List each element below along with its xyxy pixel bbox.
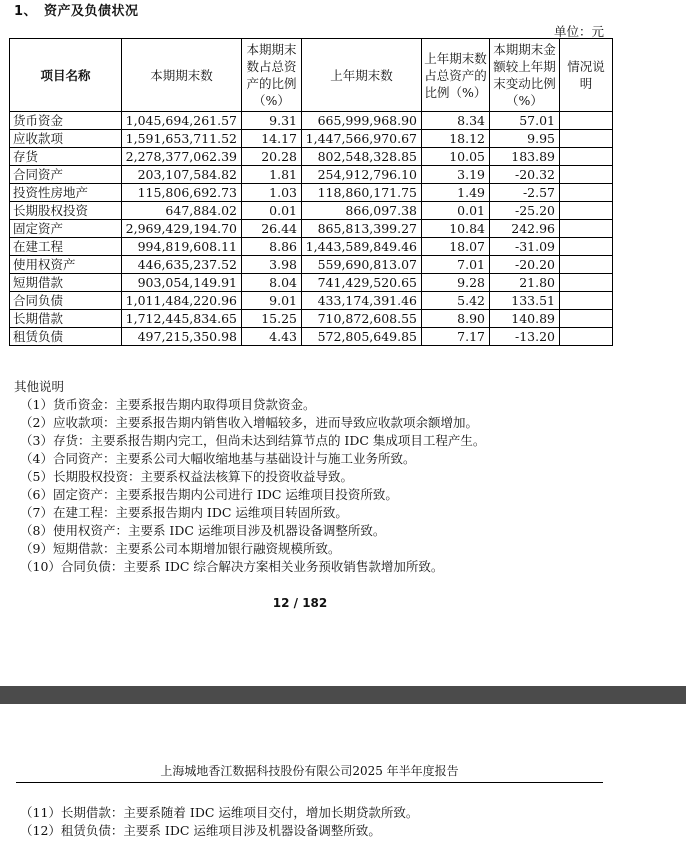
cell-prior-ratio: 18.12 [422, 130, 490, 148]
cell-current-ratio: 15.25 [242, 310, 302, 328]
notes-continued [20, 804, 418, 840]
cell-item-name: 固定资产 [10, 220, 122, 238]
cell-current-amount: 115,806,692.73 [122, 184, 242, 202]
cell-current-amount: 1,591,653,711.52 [122, 130, 242, 148]
table-row [10, 328, 613, 346]
note-item: （2）应收款项：主要系报告期内销售收入增幅较多，进而导致应收款项余额增加。 [20, 415, 478, 430]
note-item: （6）固定资产：主要系报告期内公司进行 IDC 运维项目投资所致。 [20, 487, 398, 502]
cell-prior-amount: 665,999,968.90 [302, 112, 422, 130]
cell-item-name: 合同资产 [10, 166, 122, 184]
cell-note [560, 274, 613, 292]
cell-item-name: 长期借款 [10, 310, 122, 328]
cell-item-name: 短期借款 [10, 274, 122, 292]
note-item: （12）租赁负债：主要系 IDC 运维项目涉及机器设备调整所致。 [20, 823, 381, 838]
cell-prior-ratio: 9.28 [422, 274, 490, 292]
cell-note [560, 220, 613, 238]
cell-change-ratio: -25.20 [490, 202, 560, 220]
cell-current-ratio: 0.01 [242, 202, 302, 220]
cell-prior-amount: 572,805,649.85 [302, 328, 422, 346]
note-item: （3）存货：主要系报告期内完工，但尚未达到结算节点的 IDC 集成项目工程产生。 [20, 433, 486, 448]
cell-prior-amount: 802,548,328.85 [302, 148, 422, 166]
cell-current-amount: 994,819,608.11 [122, 238, 242, 256]
cell-note [560, 256, 613, 274]
cell-current-amount: 1,712,445,834.65 [122, 310, 242, 328]
cell-note [560, 112, 613, 130]
table-row [10, 184, 613, 202]
table-row [10, 202, 613, 220]
other-notes [14, 378, 485, 576]
cell-prior-amount: 1,447,566,970.67 [302, 130, 422, 148]
note-item: （4）合同资产：主要系公司大幅收缩地基与基础设计与施工业务所致。 [20, 451, 416, 466]
cell-current-ratio: 20.28 [242, 148, 302, 166]
cell-current-amount: 2,969,429,194.70 [122, 220, 242, 238]
report-page-13 [0, 704, 686, 846]
cell-item-name: 合同负债 [10, 292, 122, 310]
cell-item-name: 货币资金 [10, 112, 122, 130]
cell-change-ratio: 183.89 [490, 148, 560, 166]
cell-prior-ratio: 10.84 [422, 220, 490, 238]
cell-current-amount: 497,215,350.98 [122, 328, 242, 346]
note-item: （7）在建工程：主要系报告期内 IDC 运维项目转固所致。 [20, 505, 348, 520]
cell-current-amount: 647,884.02 [122, 202, 242, 220]
table-body [10, 112, 613, 346]
cell-current-amount: 903,054,149.91 [122, 274, 242, 292]
header-current-ratio: 本期期末数占总资产的比例（%） [242, 39, 302, 112]
cell-current-ratio: 4.43 [242, 328, 302, 346]
cell-current-amount: 2,278,377,062.39 [122, 148, 242, 166]
cell-current-amount: 1,011,484,220.96 [122, 292, 242, 310]
cell-prior-ratio: 3.19 [422, 166, 490, 184]
cell-prior-amount: 866,097.38 [302, 202, 422, 220]
cell-note [560, 130, 613, 148]
cell-note [560, 184, 613, 202]
cell-current-ratio: 9.01 [242, 292, 302, 310]
cell-prior-ratio: 8.90 [422, 310, 490, 328]
cell-change-ratio: 133.51 [490, 292, 560, 310]
cell-prior-ratio: 0.01 [422, 202, 490, 220]
table-header-row [10, 39, 613, 112]
table-row [10, 166, 613, 184]
asset-liability-table [9, 38, 613, 346]
note-item: （9）短期借款：主要系公司本期增加银行融资规模所致。 [20, 541, 341, 556]
table-row [10, 148, 613, 166]
header-prior-amount: 上年期末数 [302, 39, 422, 112]
cell-change-ratio: 242.96 [490, 220, 560, 238]
cell-item-name: 租赁负债 [10, 328, 122, 346]
cell-prior-ratio: 7.01 [422, 256, 490, 274]
report-running-header: 上海城地香江数据科技股份有限公司2025 年半年度报告 [16, 762, 603, 783]
cell-note [560, 328, 613, 346]
header-current-amount: 本期期末数 [122, 39, 242, 112]
cell-prior-amount: 741,429,520.65 [302, 274, 422, 292]
cell-current-amount: 203,107,584.82 [122, 166, 242, 184]
cell-change-ratio: -2.57 [490, 184, 560, 202]
cell-current-ratio: 8.86 [242, 238, 302, 256]
cell-prior-ratio: 7.17 [422, 328, 490, 346]
notes-title: 其他说明 [14, 379, 65, 394]
cell-current-ratio: 1.81 [242, 166, 302, 184]
table-row [10, 130, 613, 148]
cell-current-ratio: 26.44 [242, 220, 302, 238]
cell-change-ratio: -20.20 [490, 256, 560, 274]
cell-item-name: 存货 [10, 148, 122, 166]
cell-change-ratio: 21.80 [490, 274, 560, 292]
cell-prior-ratio: 8.34 [422, 112, 490, 130]
cell-prior-amount: 559,690,813.07 [302, 256, 422, 274]
cell-item-name: 使用权资产 [10, 256, 122, 274]
header-note: 情况说明 [560, 39, 613, 112]
unit-label: 单位：元 [553, 24, 604, 39]
header-change-ratio: 本期期末金额较上年期末变动比例（%） [490, 39, 560, 112]
cell-item-name: 在建工程 [10, 238, 122, 256]
note-item: （10）合同负债：主要系 IDC 综合解决方案相关业务预收销售款增加所致。 [20, 559, 444, 574]
cell-prior-ratio: 18.07 [422, 238, 490, 256]
cell-note [560, 292, 613, 310]
cell-prior-ratio: 1.49 [422, 184, 490, 202]
cell-change-ratio: 57.01 [490, 112, 560, 130]
note-item: （1）货币资金：主要系报告期内取得项目贷款资金。 [20, 397, 316, 412]
cell-current-ratio: 1.03 [242, 184, 302, 202]
cell-item-name: 长期股权投资 [10, 202, 122, 220]
cell-note [560, 148, 613, 166]
note-item: （5）长期股权投资：主要系权益法核算下的投资收益导致。 [20, 469, 353, 484]
cell-note [560, 202, 613, 220]
cell-item-name: 投资性房地产 [10, 184, 122, 202]
cell-change-ratio: -31.09 [490, 238, 560, 256]
cell-note [560, 238, 613, 256]
cell-prior-amount: 254,912,796.10 [302, 166, 422, 184]
header-item-name: 项目名称 [10, 39, 122, 112]
section-title: 1、 资产及负债状况 [14, 4, 139, 19]
cell-change-ratio: 9.95 [490, 130, 560, 148]
table-row [10, 292, 613, 310]
cell-current-ratio: 8.04 [242, 274, 302, 292]
page-separator [0, 686, 686, 704]
header-prior-ratio: 上年期末数占总资产的比例（%） [422, 39, 490, 112]
notes-list [14, 396, 485, 576]
cell-prior-amount: 1,443,589,849.46 [302, 238, 422, 256]
cell-current-ratio: 3.98 [242, 256, 302, 274]
cell-prior-amount: 865,813,399.27 [302, 220, 422, 238]
table-row [10, 220, 613, 238]
cell-current-ratio: 9.31 [242, 112, 302, 130]
cell-item-name: 应收款项 [10, 130, 122, 148]
cell-prior-amount: 118,860,171.75 [302, 184, 422, 202]
cell-current-ratio: 14.17 [242, 130, 302, 148]
table-row [10, 238, 613, 256]
cell-change-ratio: -13.20 [490, 328, 560, 346]
cell-prior-amount: 433,174,391.46 [302, 292, 422, 310]
cell-current-amount: 1,045,694,261.57 [122, 112, 242, 130]
table-row [10, 112, 613, 130]
cell-change-ratio: -20.32 [490, 166, 560, 184]
cell-note [560, 310, 613, 328]
table-row [10, 274, 613, 292]
table-row [10, 310, 613, 328]
cell-prior-ratio: 10.05 [422, 148, 490, 166]
table-row [10, 256, 613, 274]
note-item: （8）使用权资产：主要系 IDC 运维项目涉及机器设备调整所致。 [20, 523, 386, 538]
cell-change-ratio: 140.89 [490, 310, 560, 328]
cell-note [560, 166, 613, 184]
page-number: 12 / 182 [272, 596, 328, 610]
note-item: （11）长期借款：主要系随着 IDC 运维项目交付，增加长期贷款所致。 [20, 805, 419, 820]
cell-prior-ratio: 5.42 [422, 292, 490, 310]
cell-current-amount: 446,635,237.52 [122, 256, 242, 274]
cell-prior-amount: 710,872,608.55 [302, 310, 422, 328]
